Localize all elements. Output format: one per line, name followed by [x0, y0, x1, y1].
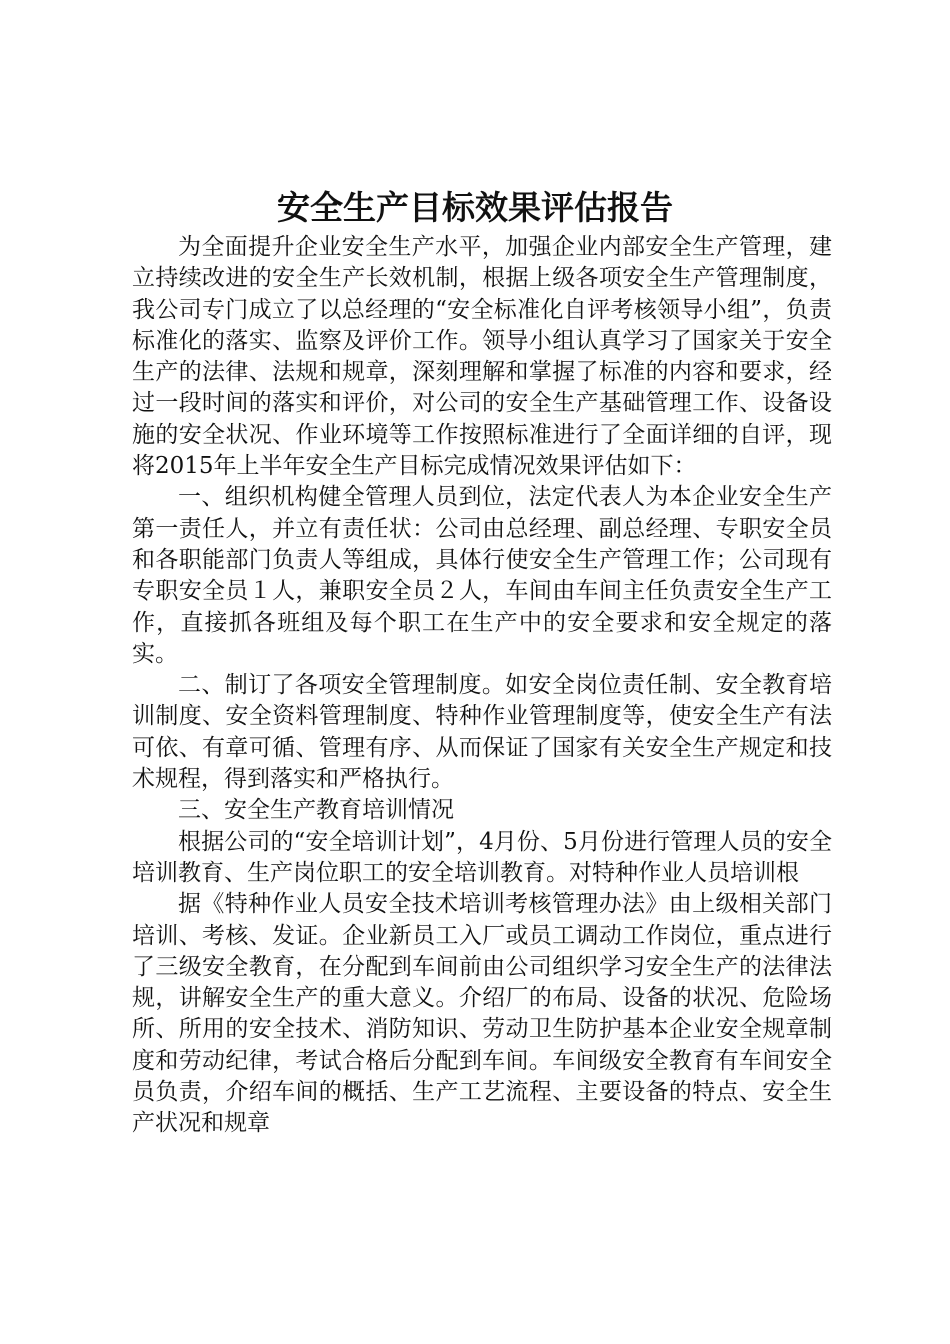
paragraph-section-2: 二、制订了各项安全管理制度。如安全岗位责任制、安全教育培训制度、安全资料管理制度、特种作业管理制度等，使安全生产有法可依、有章可循、管理有序、从而保证了国家有关安全生产规定和技术规程，得到落实和严格执行。: [132, 672, 832, 793]
document-body: [132, 232, 832, 1140]
section-heading-3: 三、安全生产教育培训情况: [178, 797, 454, 824]
paragraph-section-1: 一、组织机构健全管理人员到位，法定代表人为本企业安全生产第一责任人，并立有责任状：公司由总经理、副总经理、专职安全员和各职能部门负责人等组成，具体行使安全生产管理工作；公司现有专职安全员１人，兼职安全员２人，车间由车间主任负责安全生产工作，直接抓各班组及每个职工在生产中的安全要求和安全规定的落实。: [132, 484, 832, 667]
paragraph-training-plan: 根据公司的“安全培训计划”，4月份、5月份进行管理人员的安全培训教育、生产岗位职工的安全培训教育。对特种作业人员培训根: [132, 828, 832, 886]
document-title: 安全生产目标效果评估报告: [277, 188, 673, 227]
paragraph-training-details: 据《特种作业人员安全技术培训考核管理办法》由上级相关部门培训、考核、发证。企业新员工入厂或员工调动工作岗位，重点进行了三级安全教育，在分配到车间前由公司组织学习安全生产的法律法规，讲解安全生产的重大意义。介绍厂的布局、设备的状况、危险场所、所用的安全技术、消防知识、劳动卫生防护基本企业安全规章制度和劳动纪律，考试合格后分配到车间。车间级安全教育有车间安全员负责，介绍车间的概括、生产工艺流程、主要设备的特点、安全生产状况和规章: [132, 891, 832, 1137]
paragraph-intro: 为全面提升企业安全生产水平，加强企业内部安全生产管理，建立持续改进的安全生产长效机制，根据上级各项安全生产管理制度，我公司专门成立了以总经理的“安全标准化自评考核领导小组”，负责标准化的落实、监察及评价工作。领导小组认真学习了国家关于安全生产的法律、法规和规章，深刻理解和掌握了标准的内容和要求，经过一段时间的落实和评价，对公司的安全生产基础管理工作、设备设施的安全状况、作业环境等工作按照标准进行了全面详细的自评，现将2015年上半年安全生产目标完成情况效果评估如下：: [132, 234, 832, 480]
